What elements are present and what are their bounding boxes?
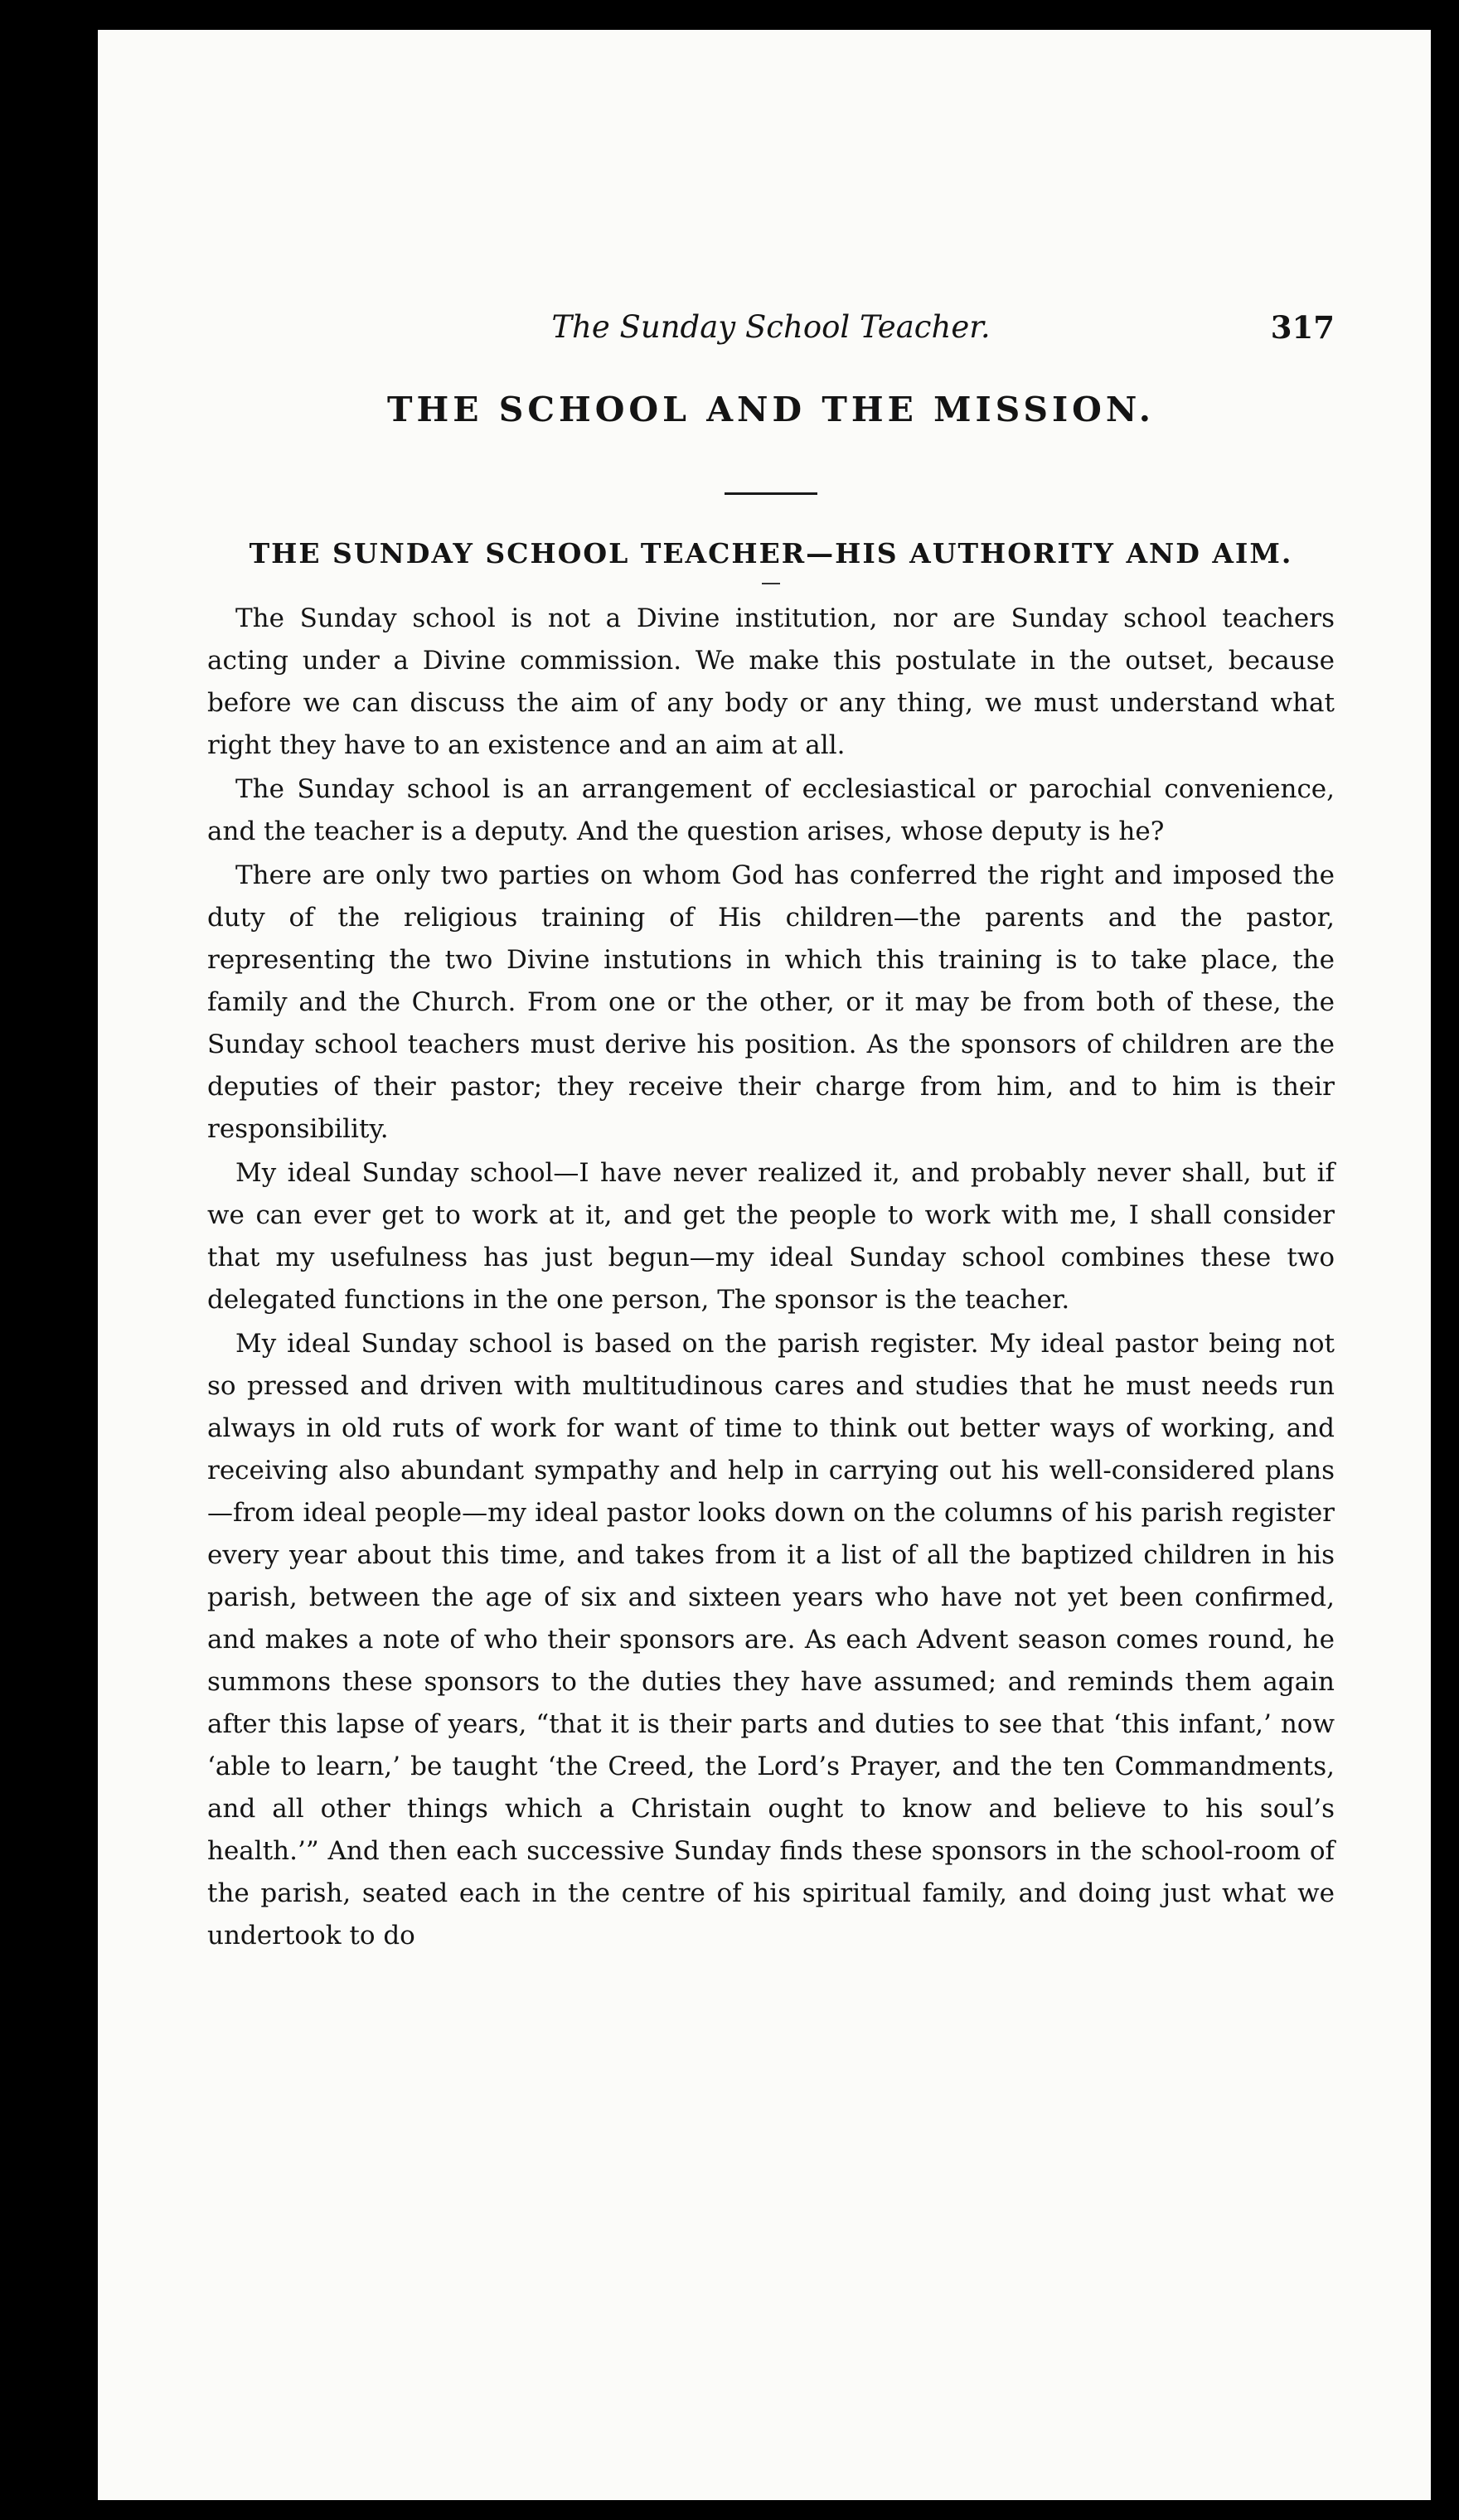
running-head — [207, 298, 1335, 356]
paragraph: The Sunday school is an arrangement of ecclesiastical or parochial convenience, and the teacher is a deputy. And the question arises, whose deputy is he? — [207, 774, 1335, 846]
section-title: THE SCHOOL AND THE MISSION. — [386, 390, 1156, 429]
page-content — [207, 298, 1335, 1959]
paragraph: My ideal Sunday school—I have never realized it, and probably never shall, but if we can ever get to work at it, and get the people to work with me, I shall consider that my usefulness has just begun—my ideal Sunday school combines these two delegated functions in the one person, The sponsor is the teacher. — [207, 1158, 1335, 1315]
article-title: THE SUNDAY SCHOOL TEACHER—HIS AUTHORITY AND AIM. — [249, 537, 1293, 569]
title-dash — [762, 583, 780, 584]
running-title: The Sunday School Teacher. — [551, 309, 991, 345]
paragraph: My ideal Sunday school is based on the parish register. My ideal pastor being not so pressed and driven with multitudinous cares and studies that he must needs run always in old ruts of work for want of time to think out better ways of working, and receiving also abundant sympathy and help in carrying out his well-considered plans—from ideal people—my ideal pastor looks down on the columns of his parish register every year about this time, and takes from it a list of all the baptized children in his parish, between the age of six and sixteen years who have not yet been confirmed, and makes a note of who their sponsors are. As each Advent season comes round, he summons these sponsors to the duties they have assumed; and reminds them again after this lapse of years, “that it is their parts and duties to see that ‘this infant,’ now ‘able to learn,’ be taught ‘the Creed, the Lord’s Prayer, and the ten Commandments, and all other things which a Christain ought to know and believe to his soul’s health.’” And then each successive Sunday finds these sponsors in the school-room of the parish, seated each in the centre of his spiritual family, and doing just what we undertook to do — [207, 1329, 1335, 1951]
paragraph: There are only two parties on whom God has conferred the right and imposed the duty of the religious training of His children—the parents and the pastor, representing the two Divine instutions in which this training is to take place, the family and the Church. From one or the other, or it may be from both of these, the Sunday school teachers must derive his position. As the sponsors of children are the deputies of their pastor; they receive their charge from him, and to him is their responsibility. — [207, 860, 1335, 1144]
section-divider — [725, 492, 817, 495]
book-page — [98, 30, 1431, 2500]
article-body — [207, 598, 1335, 1957]
page-number: 317 — [1270, 309, 1335, 346]
paragraph: The Sunday school is not a Divine institution, nor are Sunday school teachers acting under a Divine commission. We make this postulate in the outset, because before we can discuss the aim of any body or any thing, we must understand what right they have to an existence and an aim at all. — [207, 603, 1335, 760]
